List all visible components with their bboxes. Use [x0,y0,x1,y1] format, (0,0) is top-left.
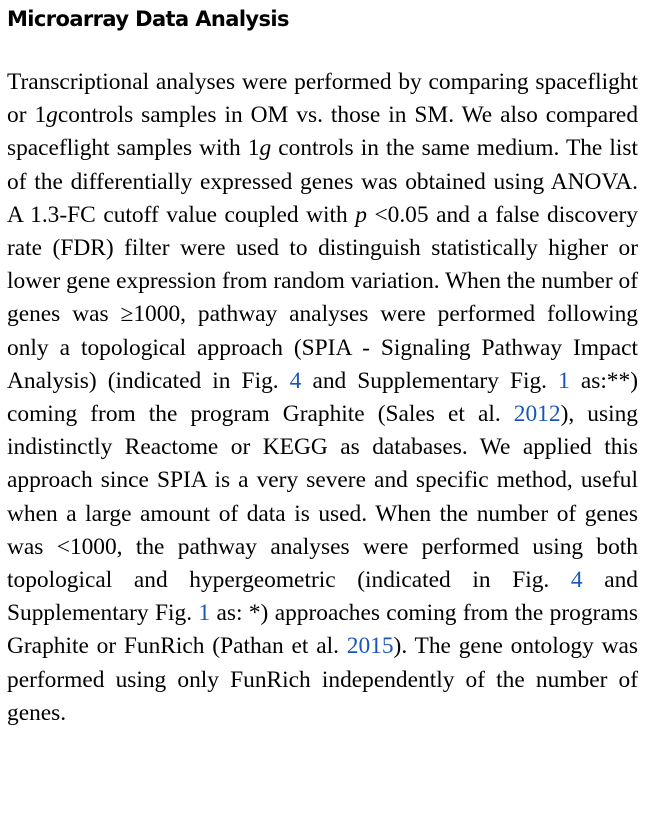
italic-g: g [46,102,58,129]
italic-p: p [355,201,367,228]
figure-4-link[interactable]: 4 [570,567,583,594]
citation-sales-2012-link[interactable]: 2012 [513,401,561,428]
supplementary-figure-1-link[interactable]: 1 [198,600,211,627]
text-run: Transcriptional analyses were performed by comparing spaceflight or 1 [7,69,638,129]
text-run: controls samples in OM vs. those in SM. We also compared spaceflight samples with 1 [7,102,639,162]
text-run: and Supplementary Fig. [301,367,559,394]
text-run: ). The gene ontology was performed using only FunRich independently of the number of genes. [7,633,639,726]
text-run: as:**) coming from the program Graphite (Sales et al. [7,367,638,428]
text-run: as: *) approaches coming from the programs Graphite or FunRich (Pathan et al. [7,600,638,660]
supplementary-figure-1-link[interactable]: 1 [558,367,570,394]
text-run: <0.05 and a false discovery rate (FDR) filter were used to distinguish statistically higher or lower gene expression from random variation. When the number of genes was ≥1000, pathway analyses were performed following only a topological approach (SPIA - Signaling Pathway Impact Analysis) (indicated in Fig. [7,201,638,394]
section-heading: Microarray Data Analysis [7,7,289,31]
text-run: controls in the same medium. The list of the differentially expressed genes was obtained using ANOVA. A 1.3-FC cutoff value coupled with [7,135,638,228]
body-paragraph [7,66,638,730]
text-run: ), using indistinctly Reactome or KEGG as databases. We applied this approach since SPIA is a very severe and specific method, useful when a large amount of data is used. When the number of genes was <1000, the pathway analyses were performed using both topological and hypergeometric (indicated in Fig. [7,401,638,594]
text-run: and Supplementary Fig. [7,567,638,627]
citation-pathan-2015-link[interactable]: 2015 [346,633,394,660]
article-section [7,0,638,730]
figure-4-link[interactable]: 4 [289,367,302,394]
italic-g: g [259,135,272,162]
